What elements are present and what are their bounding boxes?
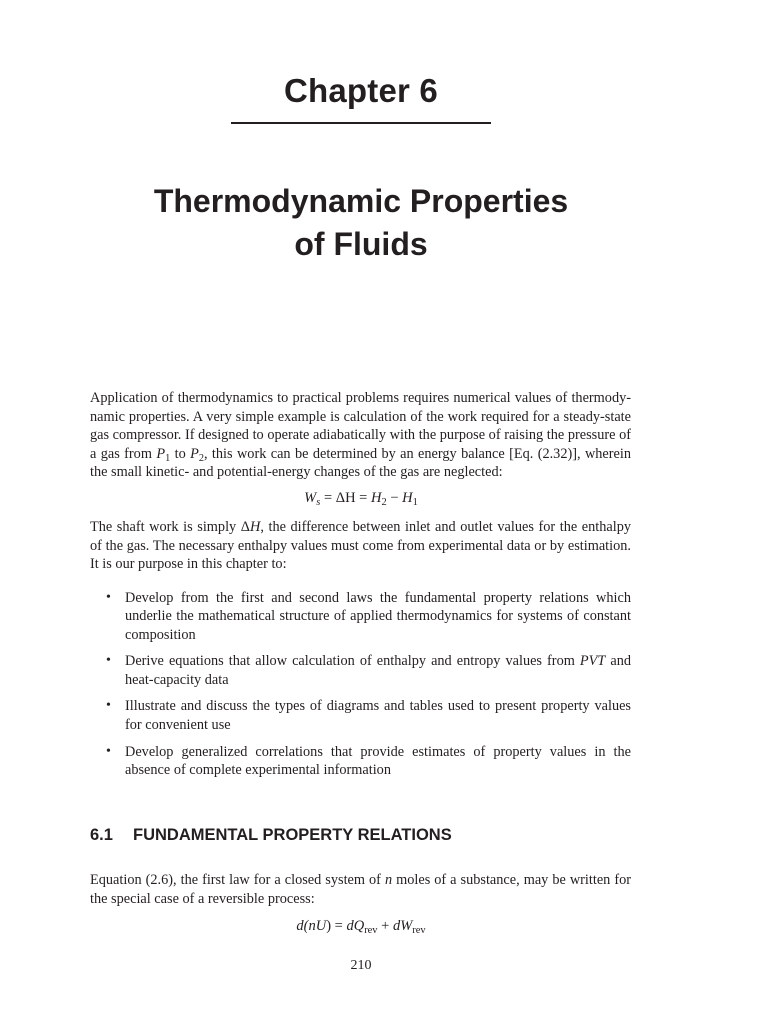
goal-text: Develop generalized correlations that provide estimates of property values in the absence of complete experimental information [125, 743, 631, 778]
page-number: 210 [350, 958, 372, 973]
goal-text: Derive equations that allow calculation of enthalpy and entropy values from [125, 653, 580, 670]
pressure-subscript-1: 1 [165, 452, 171, 464]
section-heading [90, 826, 452, 845]
chapter-label: Chapter 6 [283, 72, 438, 109]
list-item [90, 589, 631, 644]
intro-paragraph [90, 389, 631, 482]
eq1-minus: − [386, 490, 403, 506]
eq2-dq: dQ [346, 918, 365, 934]
eq2-d-open: d( [296, 918, 309, 934]
eq2-rev-subscript-1: rev [364, 924, 378, 936]
eq1-h1-subscript: 1 [412, 496, 418, 508]
intro-text-2: , this work can be determined by an energy balance [Eq. (2.32)], wherein the small kinetic- and potential-energy changes of the gas are neglected: [90, 445, 632, 481]
eq2-dw: dW [392, 918, 413, 934]
moles-symbol: n [384, 872, 393, 888]
intro-text-1: Application of thermodynamics to practical problems requires numerical values of thermody-namic properties. A very simple example is calculation of the work required for a steady-state gas compressor. If designed to operate adiabatically with the purpose of raising the pressure of a gas from [90, 390, 631, 462]
goal-text-rest: and heat-capacity data [125, 653, 632, 688]
pressure-subscript-2: 2 [198, 452, 204, 464]
first-law-paragraph [90, 871, 631, 908]
chapter-title [0, 180, 722, 266]
eq1-h1: H [402, 490, 413, 506]
chapter-rule [231, 122, 491, 124]
first-law-text-1: Equation (2.6), the first law for a closed system of [90, 872, 385, 888]
shaft-work-paragraph [90, 518, 631, 574]
chapter-title-line-2: of Fluids [294, 226, 428, 262]
bullet-icon: • [106, 743, 111, 759]
goal-text: Develop from the first and second laws the fundamental property relations which underlie the mathematical structure of applied thermodynamics for systems of constant composition [125, 590, 631, 643]
list-item [90, 652, 631, 689]
eq1-w-subscript: s [316, 496, 321, 508]
eq2-close-eq: ) = [326, 918, 347, 934]
shaft-text-1: The shaft work is simply Δ [90, 519, 250, 535]
chapter-title-line-1: Thermodynamic Properties [153, 183, 569, 219]
list-item [90, 743, 631, 780]
eq1-h2: H [370, 490, 382, 506]
bullet-icon: • [106, 590, 111, 605]
intro-to: to [170, 445, 191, 462]
bullet-icon: • [106, 698, 111, 714]
first-law-text-2: moles of a substance, may be written for the special case of a reversible process: [90, 872, 631, 907]
eq1-w: W [304, 490, 317, 506]
eq2-plus: + [377, 918, 393, 934]
list-item [90, 697, 631, 734]
chapter-goals-list [90, 589, 631, 788]
first-law-equation [0, 918, 722, 935]
eq2-n: n [308, 918, 316, 934]
shaft-text-2: , the difference between inlet and outlet values for the enthalpy of the gas. The necessary enthalpy values must come from experimental data or by estimation. It is our purpose in this chapter to: [90, 519, 631, 573]
goal-text: Illustrate and discuss the types of diagrams and tables used to present property values for convenient use [125, 698, 631, 733]
section-title: FUNDAMENTAL PROPERTY RELATIONS [133, 826, 452, 844]
pressure-symbol-1: P [156, 445, 166, 462]
bullet-icon: • [106, 653, 111, 669]
section-number: 6.1 [90, 826, 113, 844]
eq2-u: U [315, 918, 327, 934]
eq1-h2-subscript: 2 [381, 496, 387, 508]
eq2-rev-subscript-2: rev [412, 924, 426, 936]
pvt-symbol: PVT [579, 653, 606, 670]
shaft-work-equation [0, 490, 722, 507]
pressure-symbol-2: P [190, 445, 199, 462]
shaft-h-symbol: H [249, 519, 261, 535]
eq1-delta-h: = ΔH = [320, 490, 371, 506]
